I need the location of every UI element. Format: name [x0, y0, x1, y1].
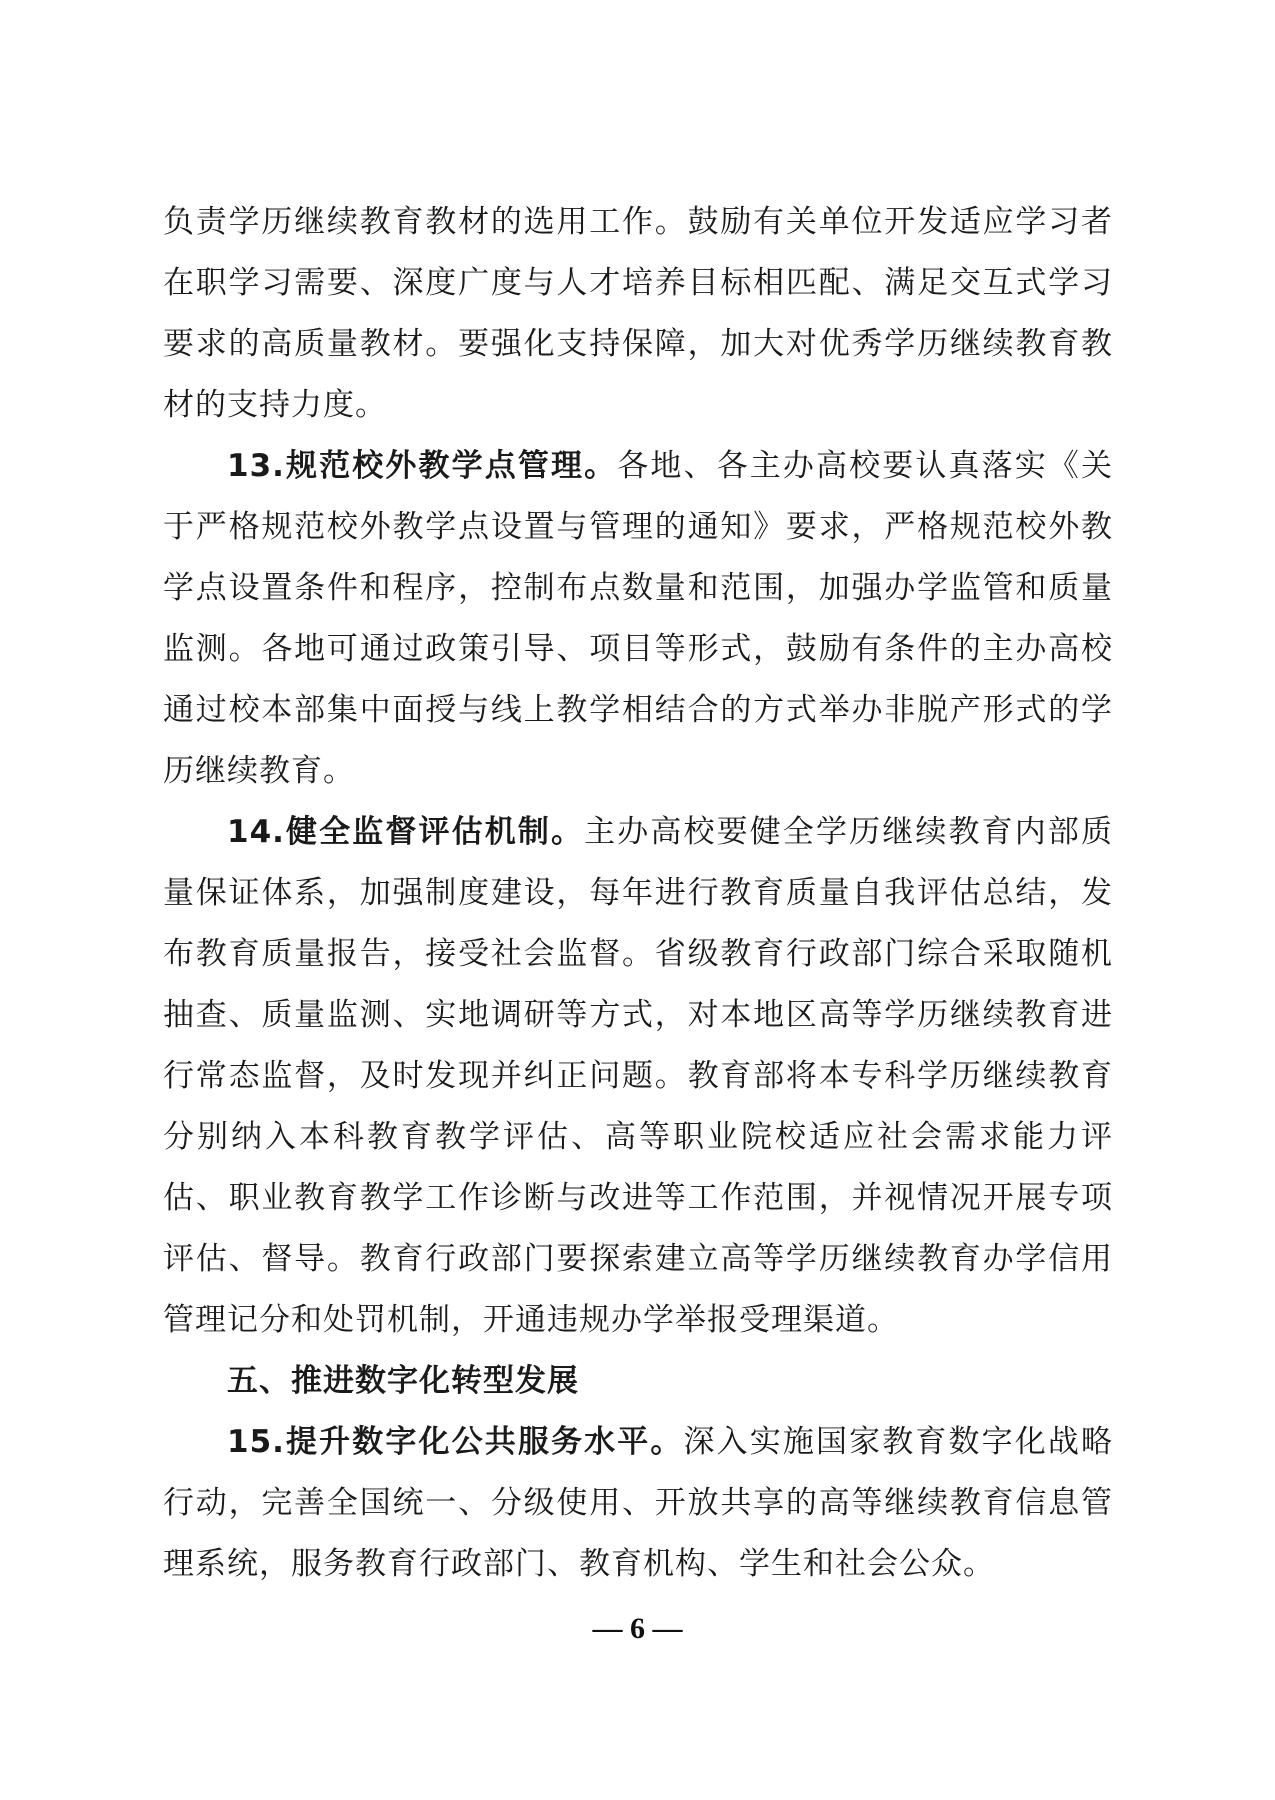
document-page	[163, 192, 1113, 1595]
paragraph-13	[163, 436, 1113, 802]
section-heading-5: 五、推进数字化转型发展	[227, 1363, 579, 1399]
paragraph-13-title: 13.规范校外教学点管理。	[227, 448, 618, 484]
paragraph-14-title: 14.健全监督评估机制。	[227, 814, 585, 850]
paragraph-15-title: 15.提升数字化公共服务水平。	[227, 1424, 684, 1460]
paragraph-continuation-text: 负责学历继续教育教材的选用工作。鼓励有关单位开发适应学习者在职学习需要、深度广度与人才培养目标相匹配、满足交互式学习要求的高质量教材。要强化支持保障，加大对优秀学历继续教育教材的支持力度。	[163, 204, 1113, 423]
paragraph-15-body: 深入实施国家教育数字化战略行动，完善全国统一、分级使用、开放共享的高等继续教育信息管理系统，服务教育行政部门、教育机构、学生和社会公众。	[163, 1424, 1113, 1582]
paragraph-continuation	[163, 192, 1113, 436]
paragraph-14-body: 主办高校要健全学历继续教育内部质量保证体系，加强制度建设，每年进行教育质量自我评估总结，发布教育质量报告，接受社会监督。省级教育行政部门综合采取随机抽查、质量监测、实地调研等方式，对本地区高等学历继续教育进行常态监督，及时发现并纠正问题。教育部将本专科学历继续教育分别纳入本科教育教学评估、高等职业院校适应社会需求能力评估、职业教育教学工作诊断与改进等工作范围，并视情况开展专项评估、督导。教育行政部门要探索建立高等学历继续教育办学信用管理记分和处罚机制，开通违规办学举报受理渠道。	[163, 814, 1114, 1338]
paragraph-14	[163, 802, 1113, 1351]
paragraph-13-body: 各地、各主办高校要认真落实《关于严格规范校外教学点设置与管理的通知》要求，严格规范校外教学点设置条件和程序，控制布点数量和范围，加强办学监管和质量监测。各地可通过政策引导、项目等形式，鼓励有条件的主办高校通过校本部集中面授与线上教学相结合的方式举办非脱产形式的学历继续教育。	[163, 448, 1114, 789]
paragraph-15	[163, 1412, 1113, 1595]
page-number: — 6 —	[592, 1612, 683, 1645]
